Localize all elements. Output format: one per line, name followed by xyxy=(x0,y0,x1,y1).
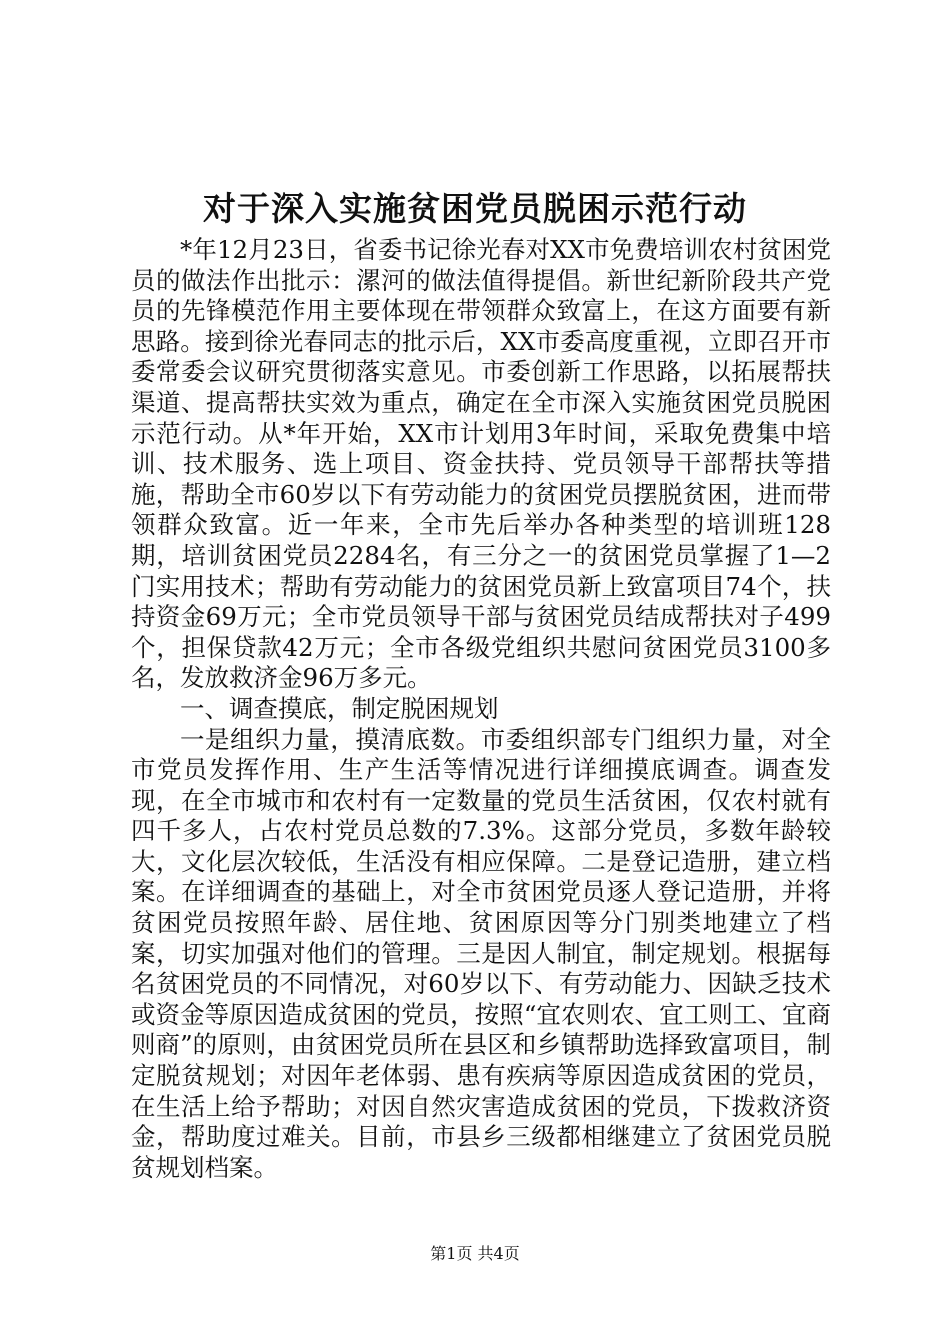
body-paragraph-intro: *年12月23日，省委书记徐光春对XX市免费培训农村贫困党员的做法作出批示：漯河的做法值得提倡。新世纪新阶段共产党员的先锋模范作用主要体现在带领群众致富上，在这方面要有新思路。接到徐光春同志的批示后，XX市委高度重视，立即召开市委常委会议研究贯彻落实意见。市委创新工作思路，以拓展帮扶渠道、提高帮扶实效为重点，确定在全市深入实施贫困党员脱困示范行动。从*年开始，XX市计划用3年时间，采取免费集中培训、技术服务、选上项目、资金扶持、党员领导干部帮扶等措施，帮助全市60岁以下有劳动能力的贫困党员摆脱贫困，进而带领群众致富。近一年来，全市先后举办各种类型的培训班128期，培训贫困党员2284名，有三分之一的贫困党员掌握了1—2门实用技术；帮助有劳动能力的贫困党员新上致富项目74个，扶持资金69万元；全市党员领导干部与贫困党员结成帮扶对子499个，担保贷款42万元；全市各级党组织共慰问贫困党员3100多名，发放救济金96万多元。 xyxy=(131,235,831,693)
document-body xyxy=(131,235,831,1183)
page-number-footer: 第1页 共4页 xyxy=(430,1244,520,1263)
section-heading: 一、调查摸底，制定脱困规划 xyxy=(180,693,499,723)
document-title: 对于深入实施贫困党员脱困示范行动 xyxy=(203,189,747,228)
body-paragraph-section-1: 一是组织力量，摸清底数。市委组织部专门组织力量，对全市党员发挥作用、生产生活等情况进行详细摸底调查。调查发现，在全市城市和农村有一定数量的党员生活贫困，仅农村就有四千多人，占农村党员总数的7.3%。这部分党员，多数年龄较大，文化层次较低，生活没有相应保障。二是登记造册，建立档案。在详细调查的基础上，对全市贫困党员逐人登记造册，并将贫困党员按照年龄、居住地、贫困原因等分门别类地建立了档案，切实加强对他们的管理。三是因人制宜，制定规划。根据每名贫困党员的不同情况，对60岁以下、有劳动能力、因缺乏技术或资金等原因造成贫困的党员，按照“宜农则农、宜工则工、宜商则商”的原则，由贫困党员所在县区和乡镇帮助选择致富项目，制定脱贫规划；对因年老体弱、患有疾病等原因造成贫困的党员，在生活上给予帮助；对因自然灾害造成贫困的党员，下拨救济资金，帮助度过难关。目前，市县乡三级都相继建立了贫困党员脱贫规划档案。 xyxy=(131,724,831,1182)
